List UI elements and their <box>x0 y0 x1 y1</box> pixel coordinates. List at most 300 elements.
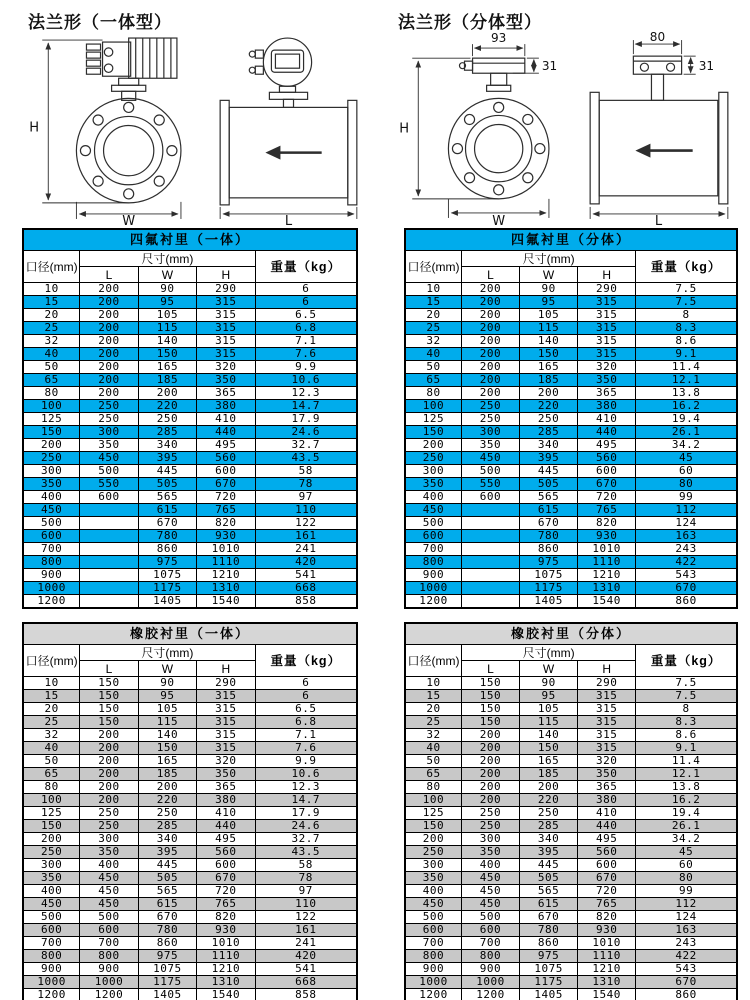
table-cell: 565 <box>138 885 196 898</box>
table-cell: 124 <box>636 911 737 924</box>
col-header-h: H <box>197 661 255 677</box>
table-cell: 200 <box>461 309 519 322</box>
table-cell: 32 <box>405 729 461 742</box>
table-row <box>405 989 737 1000</box>
table-cell: 410 <box>578 807 636 820</box>
table-cell: 290 <box>578 283 636 296</box>
table-cell: 200 <box>405 439 461 452</box>
table-cell: 505 <box>138 872 196 885</box>
table-cell: 150 <box>461 677 519 690</box>
table-row <box>405 794 737 807</box>
table-cell: 565 <box>138 491 196 504</box>
table-row <box>405 924 737 937</box>
table-row <box>405 582 737 595</box>
table-cell: 350 <box>23 478 80 491</box>
table-cell: 1405 <box>138 989 196 1000</box>
table-cell: 900 <box>23 963 80 976</box>
table-cell: 110 <box>255 504 357 517</box>
col-header-weight: 重量（kg） <box>636 645 737 677</box>
col-header-diameter: 口径(mm) <box>405 251 461 283</box>
table-cell: 7.5 <box>636 690 737 703</box>
col-header-h: H <box>197 267 255 283</box>
table-cell: 720 <box>197 491 255 504</box>
table-cell: 200 <box>405 833 461 846</box>
table-row <box>405 937 737 950</box>
dim-label-w: W <box>122 213 136 226</box>
dim-label-h: H <box>399 121 410 137</box>
table-cell: 350 <box>80 846 138 859</box>
col-header-l: L <box>461 267 519 283</box>
table-cell: 1010 <box>578 543 636 556</box>
table-cell: 24.6 <box>255 426 357 439</box>
table-cell: 670 <box>520 517 578 530</box>
flow-direction-arrow <box>635 144 650 158</box>
table-cell: 200 <box>80 387 138 400</box>
table-cell: 200 <box>461 794 519 807</box>
table-cell: 200 <box>461 374 519 387</box>
table-cell: 615 <box>138 504 196 517</box>
table-row <box>23 716 357 729</box>
table-row <box>405 530 737 543</box>
table-cell: 250 <box>520 807 578 820</box>
table-row <box>405 820 737 833</box>
table-cell: 315 <box>578 716 636 729</box>
table-cell: 100 <box>23 400 80 413</box>
table-cell: 161 <box>255 530 357 543</box>
dim-label-box-width-front: 93 <box>491 31 507 46</box>
table-row <box>405 478 737 491</box>
table-cell: 600 <box>80 491 138 504</box>
table-cell: 900 <box>405 963 461 976</box>
table-cell: 1010 <box>197 543 255 556</box>
table-cell: 500 <box>405 911 461 924</box>
table-cell: 668 <box>255 582 357 595</box>
table-cell: 90 <box>138 677 196 690</box>
table-cell: 150 <box>520 348 578 361</box>
table-cell: 250 <box>138 413 196 426</box>
table-cell: 45 <box>636 452 737 465</box>
table-cell: 220 <box>138 794 196 807</box>
table-cell: 1075 <box>520 569 578 582</box>
table-cell: 200 <box>80 309 138 322</box>
col-header-w: W <box>520 661 578 677</box>
table-row <box>405 400 737 413</box>
table-cell: 200 <box>80 374 138 387</box>
table-row <box>405 872 737 885</box>
table-cell: 200 <box>80 768 138 781</box>
table-cell: 200 <box>461 781 519 794</box>
table-row <box>23 950 357 963</box>
table-cell: 165 <box>138 755 196 768</box>
table-row <box>405 491 737 504</box>
table-cell: 7.1 <box>255 335 357 348</box>
table-cell: 541 <box>255 963 357 976</box>
table-cell: 600 <box>578 465 636 478</box>
table-row <box>23 543 357 556</box>
col-header-weight: 重量（kg） <box>636 251 737 283</box>
table-cell: 700 <box>23 543 80 556</box>
table-cell: 200 <box>80 742 138 755</box>
table-cell: 300 <box>80 426 138 439</box>
table-cell: 380 <box>578 794 636 807</box>
table-row <box>405 885 737 898</box>
table-cell: 1540 <box>197 989 255 1000</box>
table-cell: 6 <box>255 283 357 296</box>
table-row <box>405 846 737 859</box>
table-cell: 150 <box>80 703 138 716</box>
table-cell: 200 <box>461 283 519 296</box>
table-cell: 450 <box>23 504 80 517</box>
table-row <box>23 582 357 595</box>
table-cell: 200 <box>80 322 138 335</box>
table-cell: 400 <box>80 859 138 872</box>
table-cell: 250 <box>461 413 519 426</box>
table-cell: 25 <box>23 716 80 729</box>
table-cell: 8.6 <box>636 335 737 348</box>
table-cell: 860 <box>138 543 196 556</box>
table-cell: 440 <box>197 426 255 439</box>
table-cell: 9.9 <box>255 361 357 374</box>
table-cell: 765 <box>197 898 255 911</box>
col-header-h: H <box>578 267 636 283</box>
table-cell <box>461 517 519 530</box>
table-cell: 1200 <box>461 989 519 1000</box>
table-cell: 40 <box>405 742 461 755</box>
table-row <box>23 452 357 465</box>
table-cell: 975 <box>138 556 196 569</box>
table-cell: 800 <box>23 950 80 963</box>
table-cell: 820 <box>578 911 636 924</box>
table-row <box>23 439 357 452</box>
table-cell: 80 <box>23 387 80 400</box>
table-cell: 99 <box>636 885 737 898</box>
table-cell: 315 <box>578 296 636 309</box>
table-body <box>405 283 737 609</box>
table-body <box>405 677 737 1000</box>
table-cell: 185 <box>520 768 578 781</box>
table-cell: 80 <box>405 387 461 400</box>
table-cell: 12.3 <box>255 781 357 794</box>
table-cell: 900 <box>405 569 461 582</box>
table-cell: 220 <box>520 794 578 807</box>
table-cell: 110 <box>255 898 357 911</box>
table-cell: 100 <box>405 400 461 413</box>
table-cell <box>80 530 138 543</box>
table-body <box>23 677 357 1000</box>
table-cell: 550 <box>461 478 519 491</box>
table-cell: 315 <box>197 703 255 716</box>
table-cell: 600 <box>23 924 80 937</box>
table-row <box>405 781 737 794</box>
table-cell: 1110 <box>578 950 636 963</box>
table-cell: 200 <box>80 283 138 296</box>
table-cell: 20 <box>23 309 80 322</box>
table-row <box>405 439 737 452</box>
table-row <box>23 556 357 569</box>
table-cell: 1540 <box>578 989 636 1000</box>
table-cell: 860 <box>636 989 737 1000</box>
table-row <box>405 950 737 963</box>
table-cell <box>461 504 519 517</box>
table-cell: 60 <box>636 859 737 872</box>
table-cell: 10 <box>23 677 80 690</box>
table-cell: 241 <box>255 543 357 556</box>
table-cell: 615 <box>520 504 578 517</box>
table-cell: 1200 <box>23 989 80 1000</box>
table-cell: 112 <box>636 504 737 517</box>
table-title: 四氟衬里（分体） <box>405 229 737 251</box>
table-cell: 200 <box>80 781 138 794</box>
table-cell: 32.7 <box>255 833 357 846</box>
table-cell: 200 <box>461 742 519 755</box>
table-cell: 80 <box>405 781 461 794</box>
table-cell: 930 <box>197 924 255 937</box>
table-cell: 95 <box>138 296 196 309</box>
table-row <box>23 595 357 609</box>
table-cell <box>461 595 519 609</box>
dim-label-l: L <box>284 213 293 226</box>
table-cell: 241 <box>255 937 357 950</box>
table-cell <box>80 595 138 609</box>
table-cell: 115 <box>138 716 196 729</box>
table-cell: 90 <box>138 283 196 296</box>
table-row <box>405 963 737 976</box>
table-cell: 250 <box>405 452 461 465</box>
table-cell: 300 <box>461 833 519 846</box>
table-cell: 300 <box>405 465 461 478</box>
table-cell: 140 <box>138 335 196 348</box>
table-cell: 380 <box>197 794 255 807</box>
table-cell: 450 <box>405 504 461 517</box>
table-cell: 900 <box>80 963 138 976</box>
table-cell: 26.1 <box>636 426 737 439</box>
table-row <box>405 309 737 322</box>
table-cell: 250 <box>80 820 138 833</box>
table-cell: 420 <box>255 950 357 963</box>
table-cell: 820 <box>197 517 255 530</box>
table-cell: 900 <box>461 963 519 976</box>
table-cell: 500 <box>80 911 138 924</box>
table-cell: 25 <box>405 322 461 335</box>
table-cell: 350 <box>23 872 80 885</box>
table-cell: 40 <box>405 348 461 361</box>
table-row <box>23 400 357 413</box>
table-cell: 930 <box>197 530 255 543</box>
table-cell: 560 <box>578 452 636 465</box>
table-cell <box>461 543 519 556</box>
table-cell: 500 <box>461 911 519 924</box>
table-cell: 500 <box>23 517 80 530</box>
table-row <box>23 491 357 504</box>
table-cell: 1200 <box>80 989 138 1000</box>
table-cell: 8 <box>636 703 737 716</box>
table-cell: 495 <box>578 833 636 846</box>
table-cell: 8 <box>636 309 737 322</box>
table-cell: 200 <box>461 322 519 335</box>
table-cell: 43.5 <box>255 846 357 859</box>
table-cell: 200 <box>461 755 519 768</box>
table-cell: 250 <box>520 413 578 426</box>
table-cell: 7.1 <box>255 729 357 742</box>
col-header-l: L <box>80 661 138 677</box>
table-cell: 380 <box>197 400 255 413</box>
table-row <box>23 898 357 911</box>
table-cell: 11.4 <box>636 755 737 768</box>
flowmeter-front-view <box>76 38 181 203</box>
table-cell: 150 <box>520 742 578 755</box>
table-cell: 14.7 <box>255 794 357 807</box>
table-row <box>23 755 357 768</box>
table-cell: 290 <box>197 677 255 690</box>
table-cell: 125 <box>23 413 80 426</box>
table-cell: 10 <box>405 677 461 690</box>
table-row <box>23 690 357 703</box>
table-cell: 16.2 <box>636 794 737 807</box>
table-row <box>405 504 737 517</box>
table-body <box>23 283 357 609</box>
table-row <box>23 478 357 491</box>
table-cell: 400 <box>405 885 461 898</box>
flow-direction-arrow <box>265 146 280 160</box>
table-row <box>23 703 357 716</box>
table-cell: 45 <box>636 846 737 859</box>
table-cell: 445 <box>520 465 578 478</box>
table-cell: 15 <box>405 690 461 703</box>
table-cell: 12.1 <box>636 374 737 387</box>
table-cell: 1200 <box>405 595 461 609</box>
table-cell: 200 <box>80 296 138 309</box>
table-cell: 450 <box>80 898 138 911</box>
dim-label-w: W <box>492 213 506 226</box>
table-cell: 65 <box>23 374 80 387</box>
table-cell: 1075 <box>138 569 196 582</box>
table-row <box>23 807 357 820</box>
table-cell: 1110 <box>578 556 636 569</box>
drawing-flange-split <box>386 30 738 226</box>
table-cell: 422 <box>636 556 737 569</box>
table-cell <box>461 556 519 569</box>
table-cell: 495 <box>197 833 255 846</box>
table-cell: 200 <box>80 729 138 742</box>
table-title: 橡胶衬里（一体） <box>23 623 357 645</box>
table-cell: 350 <box>461 439 519 452</box>
table-cell: 1000 <box>405 976 461 989</box>
table-cell: 1010 <box>197 937 255 950</box>
table-cell: 250 <box>80 807 138 820</box>
table-cell: 10.6 <box>255 374 357 387</box>
table-cell: 1210 <box>197 569 255 582</box>
table-row <box>405 595 737 609</box>
table-cell: 150 <box>138 742 196 755</box>
table-cell: 700 <box>23 937 80 950</box>
table-cell: 350 <box>405 872 461 885</box>
table-cell: 200 <box>461 768 519 781</box>
table-cell: 185 <box>520 374 578 387</box>
table-row <box>23 361 357 374</box>
table-cell: 780 <box>138 924 196 937</box>
table-row <box>405 768 737 781</box>
table-cell: 315 <box>197 322 255 335</box>
table-cell: 450 <box>80 452 138 465</box>
table-cell: 1175 <box>520 976 578 989</box>
table-cell: 200 <box>520 387 578 400</box>
table-cell: 600 <box>461 491 519 504</box>
table-cell: 250 <box>405 846 461 859</box>
table-cell: 720 <box>578 491 636 504</box>
table-cell: 43.5 <box>255 452 357 465</box>
table-cell: 765 <box>578 898 636 911</box>
table-cell: 290 <box>197 283 255 296</box>
table-cell: 122 <box>255 911 357 924</box>
table-cell: 250 <box>80 400 138 413</box>
table-cell: 65 <box>405 768 461 781</box>
table-cell: 670 <box>197 478 255 491</box>
table-cell: 700 <box>80 937 138 950</box>
table-cell: 720 <box>197 885 255 898</box>
table-row <box>23 322 357 335</box>
table-cell: 1200 <box>23 595 80 609</box>
dim-label-box-height-side: 31 <box>698 59 715 74</box>
table-cell: 765 <box>578 504 636 517</box>
table-cell: 25 <box>23 322 80 335</box>
table-cell: 350 <box>80 439 138 452</box>
table-row <box>23 963 357 976</box>
table-cell: 668 <box>255 976 357 989</box>
table-row <box>405 976 737 989</box>
col-header-size: 尺寸(mm) <box>80 645 255 661</box>
table-cell: 10 <box>23 283 80 296</box>
col-header-diameter: 口径(mm) <box>405 645 461 677</box>
table-cell: 1210 <box>197 963 255 976</box>
col-header-weight: 重量（kg） <box>255 645 357 677</box>
table-cell: 860 <box>138 937 196 950</box>
table-cell: 17.9 <box>255 413 357 426</box>
table-cell: 380 <box>578 400 636 413</box>
table-cell: 505 <box>138 478 196 491</box>
table-cell: 565 <box>520 491 578 504</box>
table-cell: 670 <box>520 911 578 924</box>
table-row <box>23 872 357 885</box>
table-cell: 615 <box>520 898 578 911</box>
table-row <box>405 898 737 911</box>
flowmeter-side-view <box>220 38 357 205</box>
table-cell: 300 <box>461 426 519 439</box>
table-cell: 250 <box>138 807 196 820</box>
table-row <box>405 543 737 556</box>
table-cell: 445 <box>138 465 196 478</box>
table-cell: 8.6 <box>636 729 737 742</box>
table-cell: 10 <box>405 283 461 296</box>
table-cell: 243 <box>636 543 737 556</box>
table-cell: 65 <box>23 768 80 781</box>
table-cell: 670 <box>578 872 636 885</box>
table-cell: 1210 <box>578 569 636 582</box>
table-cell: 422 <box>636 950 737 963</box>
table-cell: 13.8 <box>636 387 737 400</box>
table-row <box>405 556 737 569</box>
table-row <box>405 374 737 387</box>
col-header-l: L <box>461 661 519 677</box>
table-row <box>405 283 737 296</box>
table-cell: 445 <box>138 859 196 872</box>
table-cell: 440 <box>197 820 255 833</box>
table-cell: 340 <box>520 439 578 452</box>
table-cell: 200 <box>23 439 80 452</box>
table-cell: 670 <box>197 872 255 885</box>
table-cell: 34.2 <box>636 439 737 452</box>
table-cell: 450 <box>80 885 138 898</box>
table-cell: 395 <box>138 452 196 465</box>
